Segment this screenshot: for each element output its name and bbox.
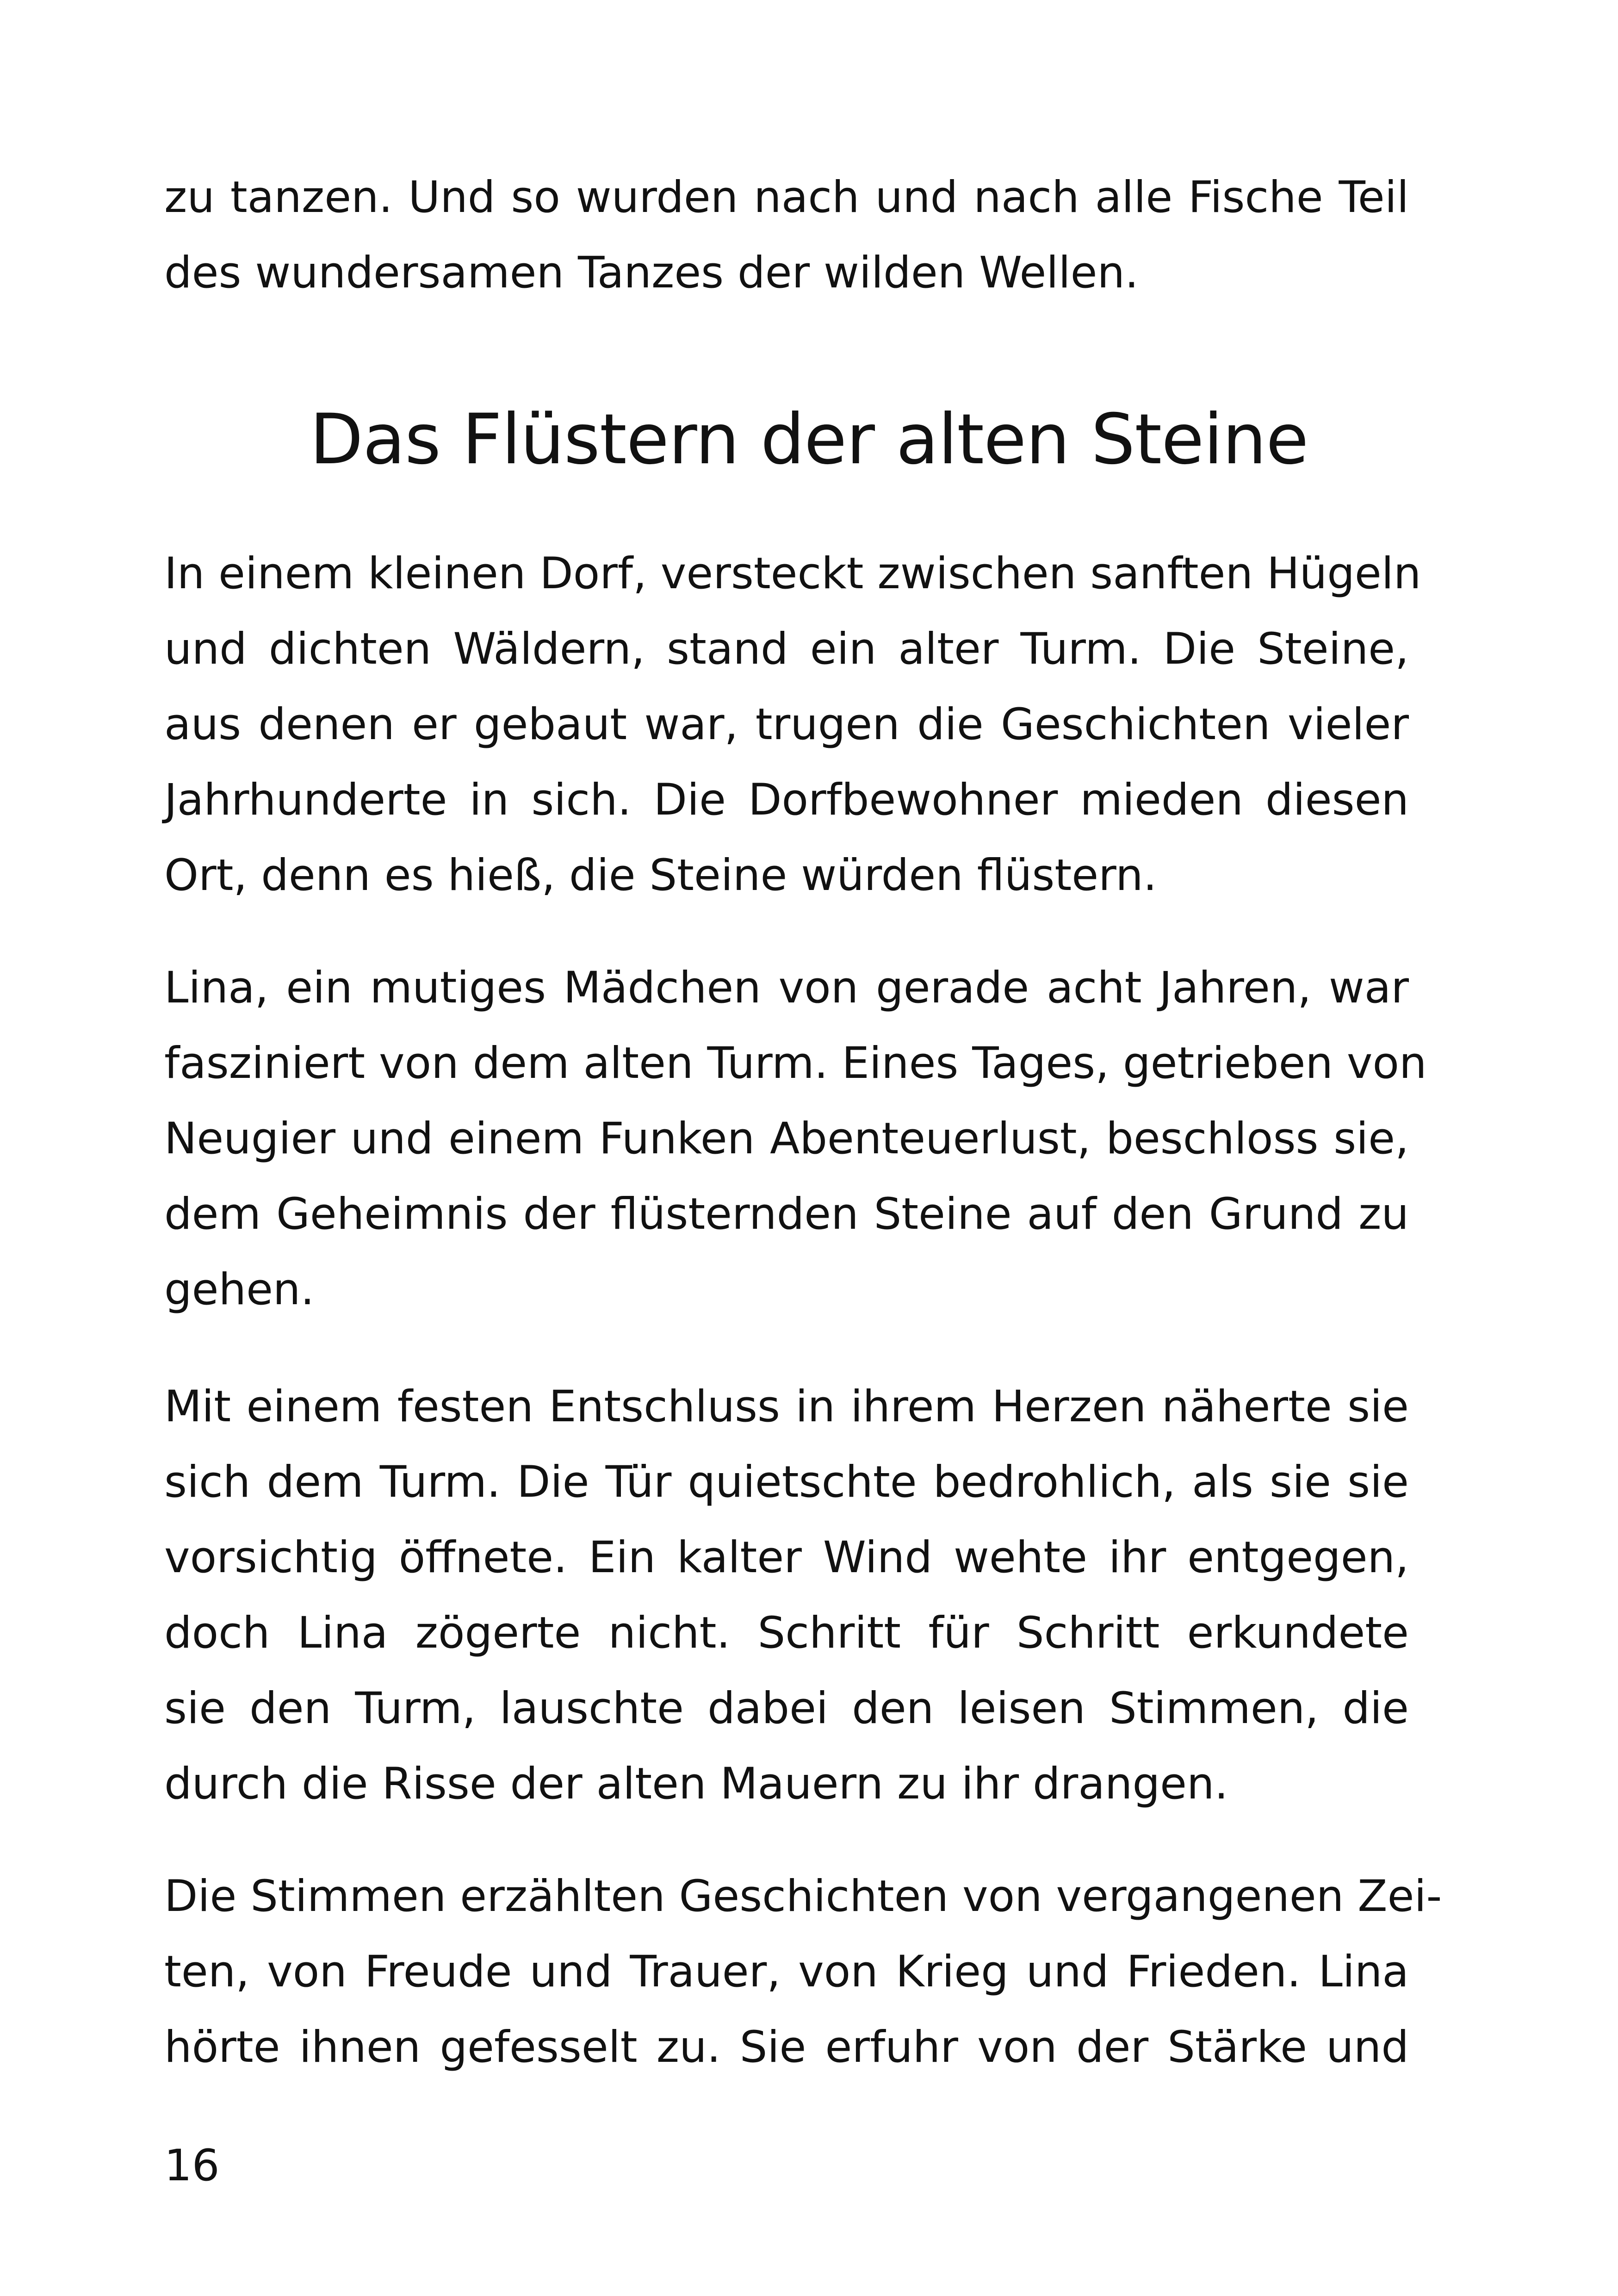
text-line: des wundersamen Tanzes der wilden Wellen.: [164, 248, 1139, 298]
text-line: und dichten Wäldern, stand ein alter Turm. Die Steine,: [164, 624, 1409, 674]
text-line: hörte ihnen gefesselt zu. Sie erfuhr von der Stärke und: [164, 2022, 1409, 2072]
text-line: gehen.: [164, 1264, 315, 1315]
text-line: Ort, denn es hieß, die Steine würden flüstern.: [164, 850, 1157, 901]
story-paragraph: [164, 536, 1421, 913]
text-line: Mit einem festen Entschluss in ihrem Herzen näherte sie: [164, 1381, 1409, 1432]
text-line: Neugier und einem Funken Abenteuerlust, beschloss sie,: [164, 1114, 1409, 1164]
story-paragraph: [164, 1369, 1409, 1822]
text-line: zu tanzen. Und so wurden nach und nach alle Fische Teil: [164, 172, 1409, 223]
intro-paragraph: [164, 160, 1409, 311]
text-line: In einem kleinen Dorf, versteckt zwischen sanften Hügeln: [164, 548, 1421, 599]
story-paragraph: [164, 950, 1427, 1327]
text-line: Jahrhunderte in sich. Die Dorfbewohner mieden diesen: [164, 775, 1409, 825]
text-line: sich dem Turm. Die Tür quietschte bedrohlich, als sie sie: [164, 1457, 1409, 1507]
story-paragraph: [164, 1859, 1442, 2085]
page-number: 16: [164, 2140, 220, 2191]
text-line: doch Lina zögerte nicht. Schritt für Schritt erkundete: [164, 1608, 1409, 1658]
text-line: sie den Turm, lauschte dabei den leisen Stimmen, die: [164, 1683, 1409, 1734]
story-title: Das Flüstern der alten Steine: [310, 399, 1308, 480]
text-line: Lina, ein mutiges Mädchen von gerade acht Jahren, war: [164, 963, 1409, 1013]
text-line: durch die Risse der alten Mauern zu ihr drangen.: [164, 1759, 1228, 1809]
text-line: Die Stimmen erzählten Geschichten von vergangenen Zei-: [164, 1871, 1442, 1922]
text-line: ten, von Freude und Trauer, von Krieg und Frieden. Lina: [164, 1947, 1409, 1997]
text-line: dem Geheimnis der flüsternden Steine auf den Grund zu: [164, 1189, 1409, 1239]
text-line: fasziniert von dem alten Turm. Eines Tages, getrieben von: [164, 1038, 1427, 1089]
text-line: aus denen er gebaut war, trugen die Geschichten vieler: [164, 699, 1409, 750]
text-line: vorsichtig öffnete. Ein kalter Wind wehte ihr entgegen,: [164, 1532, 1409, 1583]
